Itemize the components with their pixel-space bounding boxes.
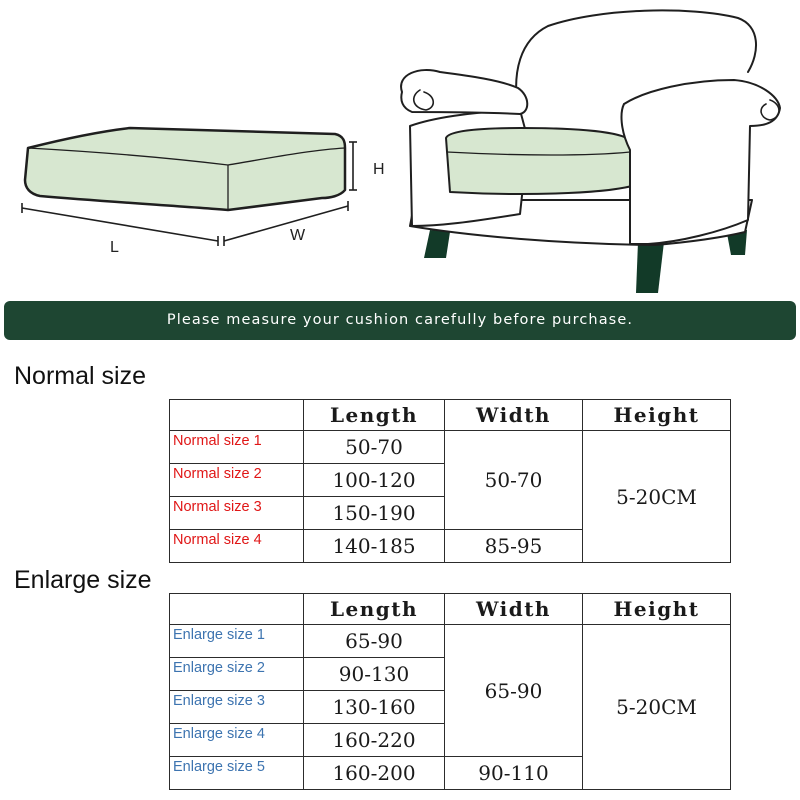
size-label: Enlarge size 4 — [170, 724, 304, 757]
height-label: H — [373, 161, 385, 178]
enlarge-size-table — [169, 593, 731, 790]
length-header: Length — [304, 400, 445, 431]
size-label: Normal size 2 — [170, 464, 304, 497]
width-label: W — [290, 227, 306, 244]
product-illustration — [0, 0, 800, 300]
size-label: Enlarge size 1 — [170, 625, 304, 658]
length-cell: 130-160 — [304, 691, 445, 724]
height-dimension — [349, 142, 357, 190]
length-dimension — [22, 203, 218, 246]
table-header-row — [170, 400, 731, 431]
width-cell: 90-110 — [445, 757, 583, 790]
length-cell: 100-120 — [304, 464, 445, 497]
blank-header-cell — [170, 400, 304, 431]
length-cell: 160-220 — [304, 724, 445, 757]
height-cell: 5-20CM — [583, 625, 731, 790]
size-label: Normal size 3 — [170, 497, 304, 530]
normal-size-table — [169, 399, 731, 563]
length-label: L — [110, 239, 119, 256]
length-header: Length — [304, 594, 445, 625]
enlarge-size-title: Enlarge size — [14, 566, 152, 594]
width-header: Width — [445, 400, 583, 431]
length-cell: 90-130 — [304, 658, 445, 691]
length-cell: 160-200 — [304, 757, 445, 790]
width-cell: 50-70 — [445, 431, 583, 530]
blank-header-cell — [170, 594, 304, 625]
normal-size-title: Normal size — [14, 362, 146, 390]
armchair-drawing — [401, 10, 780, 293]
table-row — [170, 431, 731, 464]
height-cell: 5-20CM — [583, 431, 731, 563]
width-cell: 85-95 — [445, 530, 583, 563]
size-label: Enlarge size 2 — [170, 658, 304, 691]
table-row — [170, 625, 731, 658]
size-label: Normal size 4 — [170, 530, 304, 563]
height-header: Height — [583, 400, 731, 431]
height-header: Height — [583, 594, 731, 625]
size-label: Enlarge size 3 — [170, 691, 304, 724]
length-cell: 65-90 — [304, 625, 445, 658]
table-header-row — [170, 594, 731, 625]
length-cell: 140-185 — [304, 530, 445, 563]
cushion-drawing — [25, 128, 345, 210]
width-header: Width — [445, 594, 583, 625]
size-label: Normal size 1 — [170, 431, 304, 464]
size-label: Enlarge size 5 — [170, 757, 304, 790]
length-cell: 50-70 — [304, 431, 445, 464]
width-cell: 65-90 — [445, 625, 583, 757]
measure-notice-banner: Please measure your cushion carefully before purchase. — [4, 301, 796, 340]
length-cell: 150-190 — [304, 497, 445, 530]
